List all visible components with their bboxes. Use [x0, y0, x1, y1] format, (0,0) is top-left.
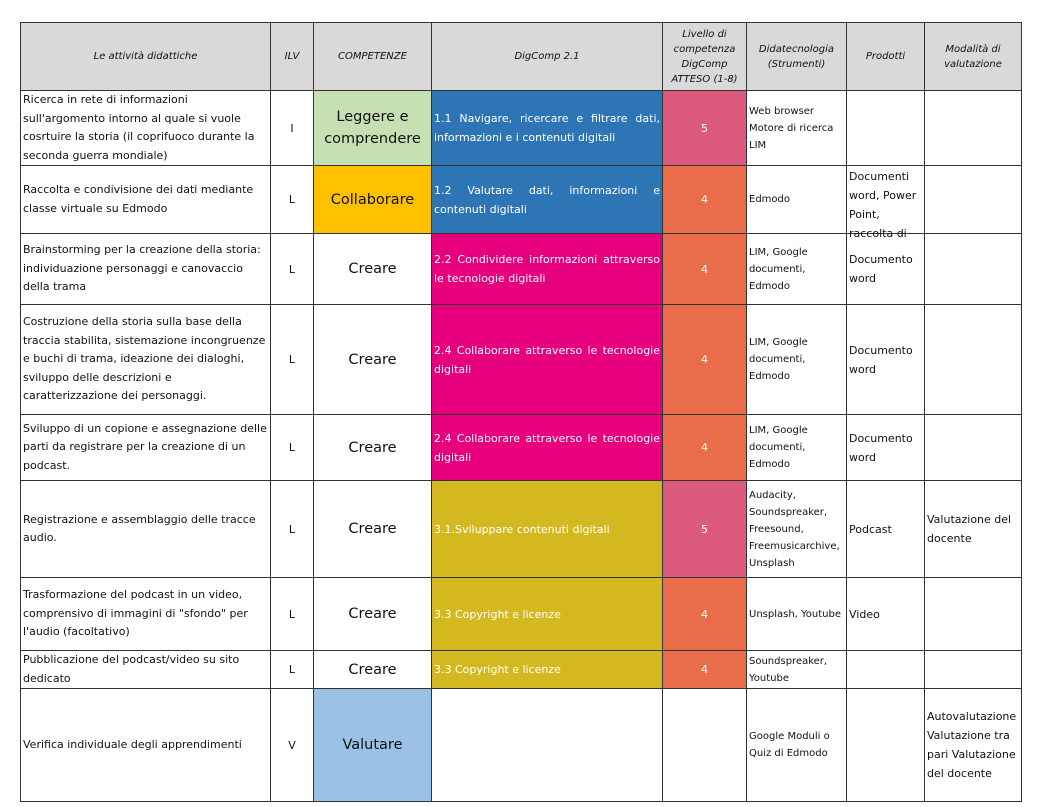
- tools-cell: Web browser Motore di ricerca LIM: [747, 91, 847, 166]
- digcomp-cell: 3.3 Copyright e licenze: [432, 578, 663, 651]
- products-cell: Podcast: [847, 481, 925, 578]
- digcomp-cell: 1.2 Valutare dati, informazioni e contenuti digitali: [432, 166, 663, 234]
- table-row: [21, 305, 1022, 415]
- level-cell: 5: [663, 91, 747, 166]
- activity-table: [20, 22, 1022, 802]
- competenza-cell: Leggere e comprendere: [314, 91, 432, 166]
- activity-cell: Verifica individuale degli apprendimenti: [21, 689, 271, 802]
- table-row: [21, 415, 1022, 481]
- level-cell: [663, 689, 747, 802]
- ilv-cell: L: [271, 305, 314, 415]
- tools-cell: LIM, Google documenti, Edmodo: [747, 234, 847, 305]
- evaluation-cell: Valutazione del docente: [925, 481, 1022, 578]
- competenza-cell: Creare: [314, 481, 432, 578]
- products-cell: [847, 166, 925, 240]
- level-cell: 4: [663, 234, 747, 305]
- products-cell: Video: [847, 578, 925, 651]
- ilv-cell: L: [271, 578, 314, 651]
- activity-cell: Registrazione e assemblaggio delle tracce audio.: [21, 481, 271, 578]
- digcomp-cell: 1.1 Navigare, ricercare e filtrare dati, informazioni e i contenuti digitali: [432, 91, 663, 166]
- table-row: [21, 651, 1022, 689]
- competenza-cell: Valutare: [314, 689, 432, 802]
- products-text: Documenti word, Power Point, raccolta di: [849, 169, 917, 240]
- products-cell: [847, 91, 925, 166]
- competenza-cell: Collaborare: [314, 166, 432, 234]
- header-prodotti: Prodotti: [847, 23, 925, 91]
- competenza-cell: Creare: [314, 415, 432, 481]
- level-cell: 4: [663, 578, 747, 651]
- table-row: [21, 689, 1022, 802]
- evaluation-cell: [925, 166, 1022, 234]
- table-row: [21, 91, 1022, 166]
- products-cell: Documento word: [847, 415, 925, 481]
- header-valutazione: Modalità di valutazione: [925, 23, 1022, 91]
- products-cell: Documento word: [847, 305, 925, 415]
- digcomp-cell: 3.1.Sviluppare contenuti digitali: [432, 481, 663, 578]
- digcomp-cell: 3.3 Copyright e licenze: [432, 651, 663, 689]
- level-cell: 4: [663, 415, 747, 481]
- header-ilv: ILV: [271, 23, 314, 91]
- digcomp-cell: 2.4 Collaborare attraverso le tecnologie digitali: [432, 415, 663, 481]
- digcomp-cell: 2.2 Condividere informazioni attraverso le tecnologie digitali: [432, 234, 663, 305]
- level-cell: 4: [663, 305, 747, 415]
- tools-cell: Unsplash, Youtube: [747, 578, 847, 651]
- evaluation-cell: [925, 305, 1022, 415]
- competenza-cell: Creare: [314, 578, 432, 651]
- activity-cell: Sviluppo di un copione e assegnazione delle parti da registrare per la creazione di un podcast.: [21, 415, 271, 481]
- activity-cell: Ricerca in rete di informazioni sull'argomento intorno al quale si vuole cosrtuire la storia (il coprifuoco durante la seconda guerra mondiale): [21, 91, 271, 166]
- evaluation-cell: Autovalutazione Valutazione tra pari Valutazione del docente: [925, 689, 1022, 802]
- ilv-cell: L: [271, 651, 314, 689]
- ilv-cell: L: [271, 234, 314, 305]
- evaluation-cell: [925, 578, 1022, 651]
- tools-cell: Audacity, Soundspreaker, Freesound, Freemusicarchive, Unsplash: [747, 481, 847, 578]
- ilv-cell: L: [271, 415, 314, 481]
- tools-cell: Edmodo: [747, 166, 847, 234]
- tools-cell: Soundspreaker, Youtube: [747, 651, 847, 689]
- tools-cell: Google Moduli o Quiz di Edmodo: [747, 689, 847, 802]
- table-row: [21, 166, 1022, 234]
- ilv-cell: L: [271, 481, 314, 578]
- tools-cell: LIM, Google documenti, Edmodo: [747, 305, 847, 415]
- ilv-cell: I: [271, 91, 314, 166]
- products-cell: Documento word: [847, 234, 925, 305]
- table-row: [21, 578, 1022, 651]
- evaluation-cell: [925, 651, 1022, 689]
- activity-cell: Trasformazione del podcast in un video, comprensivo di immagini di "sfondo" per l'audio (facoltativo): [21, 578, 271, 651]
- evaluation-cell: [925, 415, 1022, 481]
- products-cell: [847, 651, 925, 689]
- digcomp-cell: 2.4 Collaborare attraverso le tecnologie digitali: [432, 305, 663, 415]
- activity-cell: Raccolta e condivisione dei dati mediante classe virtuale su Edmodo: [21, 166, 271, 234]
- header-livello: Livello di competenza DigComp ATTESO (1-8): [663, 23, 747, 91]
- header-row: [21, 23, 1022, 91]
- header-strumenti: Didatecnologia (Strumenti): [747, 23, 847, 91]
- competenza-cell: Creare: [314, 651, 432, 689]
- digcomp-cell: [432, 689, 663, 802]
- products-cell: [847, 689, 925, 802]
- table-row: [21, 481, 1022, 578]
- competenza-cell: Creare: [314, 305, 432, 415]
- activity-cell: Costruzione della storia sulla base della traccia stabilita, sistemazione incongruenze e buchi di trama, ideazione dei dialoghi, sviluppo delle descrizioni e caratterizzazione dei personaggi.: [21, 305, 271, 415]
- activity-cell: Brainstorming per la creazione della storia: individuazione personaggi e canovaccio della trama: [21, 234, 271, 305]
- evaluation-cell: [925, 91, 1022, 166]
- table-row: [21, 234, 1022, 305]
- level-cell: 5: [663, 481, 747, 578]
- evaluation-cell: [925, 234, 1022, 305]
- ilv-cell: L: [271, 166, 314, 234]
- header-competenze: COMPETENZE: [314, 23, 432, 91]
- activity-cell: Pubblicazione del podcast/video su sito dedicato: [21, 651, 271, 689]
- level-cell: 4: [663, 651, 747, 689]
- tools-cell: LIM, Google documenti, Edmodo: [747, 415, 847, 481]
- competenza-cell: Creare: [314, 234, 432, 305]
- header-digcomp: DigComp 2.1: [432, 23, 663, 91]
- level-cell: 4: [663, 166, 747, 234]
- ilv-cell: V: [271, 689, 314, 802]
- header-activities: Le attività didattiche: [21, 23, 271, 91]
